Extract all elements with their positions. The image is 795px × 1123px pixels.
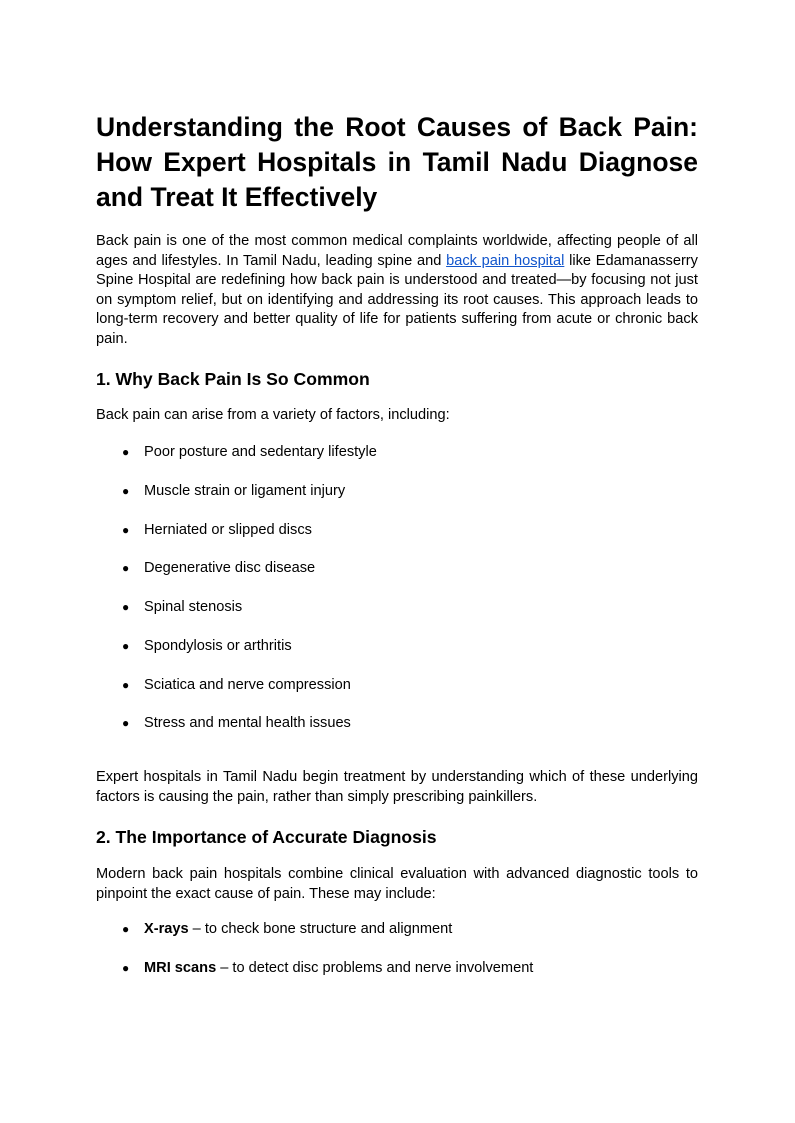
list-item-text: Poor posture and sedentary lifestyle xyxy=(144,444,377,460)
list-item xyxy=(96,919,698,939)
intro-paragraph xyxy=(96,232,698,349)
bullet-icon: ● xyxy=(122,639,130,653)
list-item xyxy=(96,636,698,656)
list-item xyxy=(96,520,698,540)
list-item-term: MRI scans xyxy=(144,960,217,976)
list-item xyxy=(96,675,698,695)
list-item xyxy=(96,481,698,501)
section-1-closing: Expert hospitals in Tamil Nadu begin treatment by understanding which of these underlying factors is causing the pain, rather than simply prescribing painkillers. xyxy=(96,769,698,805)
list-item-text: Stress and mental health issues xyxy=(144,715,351,731)
bullet-icon: ● xyxy=(122,445,130,459)
list-item-text xyxy=(144,919,452,939)
list-item xyxy=(96,958,698,978)
list-item xyxy=(96,558,698,578)
list-item xyxy=(96,597,698,617)
page-title: Understanding the Root Causes of Back Pain: How Expert Hospitals in Tamil Nadu Diagnose and Treat It Effectively xyxy=(96,112,698,212)
bullet-icon: ● xyxy=(122,523,130,537)
list-item-description: – to check bone structure and alignment xyxy=(188,921,453,937)
bullet-icon: ● xyxy=(122,716,130,730)
list-item-text: Sciatica and nerve compression xyxy=(144,677,351,693)
list-item xyxy=(96,442,698,462)
bullet-icon: ● xyxy=(122,678,130,692)
list-item-text: Degenerative disc disease xyxy=(144,560,316,576)
section-1-heading: 1. Why Back Pain Is So Common xyxy=(96,369,370,389)
list-item-text xyxy=(144,958,533,978)
section-2-heading: 2. The Importance of Accurate Diagnosis xyxy=(96,827,437,847)
list-item-description: – to detect disc problems and nerve involvement xyxy=(216,960,534,976)
bullet-icon: ● xyxy=(122,561,130,575)
bullet-icon: ● xyxy=(122,961,130,975)
section-1-lead: Back pain can arise from a variety of factors, including: xyxy=(96,407,450,423)
intro-text-after-link: like Edamanasserry Spine Hospital are redefining how back pain is understood and treated—by focusing not just on symptom relief, but on identifying and addressing its root causes. This approach leads to long-term recovery and better quality of life for patients suffering from acute or chronic back pain. xyxy=(96,252,698,347)
list-item-text: Spinal stenosis xyxy=(144,599,243,615)
bullet-icon: ● xyxy=(122,484,130,498)
back-pain-hospital-link[interactable]: back pain hospital xyxy=(446,252,565,269)
bullet-icon: ● xyxy=(122,600,130,614)
section-2-lead: Modern back pain hospitals combine clinical evaluation with advanced diagnostic tools to pinpoint the exact cause of pain. These may include: xyxy=(96,866,698,902)
list-item-text: Muscle strain or ligament injury xyxy=(144,483,346,499)
list-item-term: X-rays xyxy=(144,921,189,937)
list-item xyxy=(96,713,698,733)
list-item-text: Spondylosis or arthritis xyxy=(144,638,292,654)
list-item-text: Herniated or slipped discs xyxy=(144,522,312,538)
intro-text-before-link: Back pain is one of the most common medical complaints worldwide, affecting people of all ages and lifestyles. In Tamil Nadu, leading spine and xyxy=(96,233,698,269)
bullet-icon: ● xyxy=(122,922,130,936)
